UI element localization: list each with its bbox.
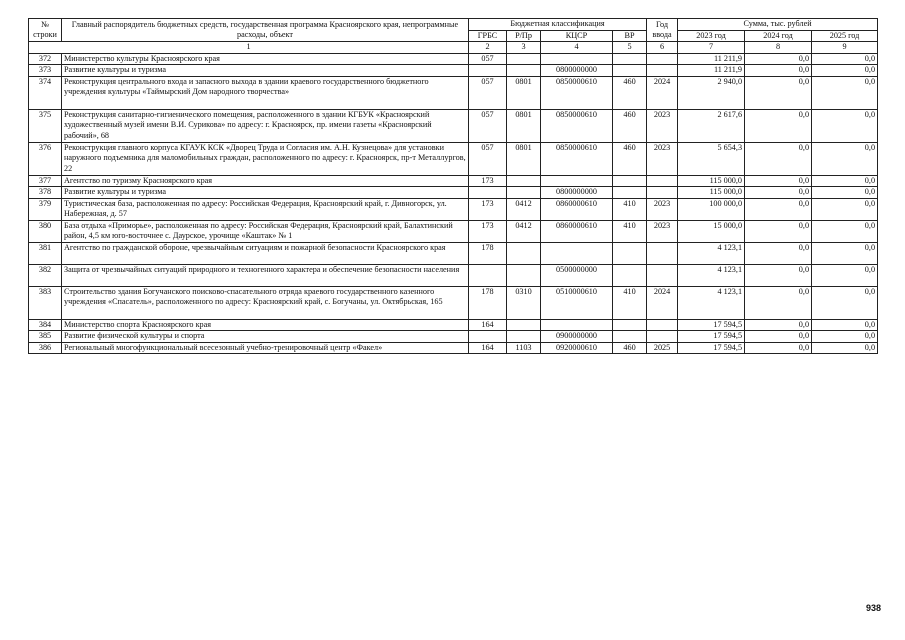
row-description-cell: Реконструкция санитарно-гигиенического помещения, расположенного в здании КГБУК «Красноярский художественный музей имени В.И. Сурикова» по адресу: г. Красноярск, пр. имени газеты «Красноярский рабочий», 68: [62, 109, 469, 142]
row-sum-2024-cell: 0,0: [745, 76, 812, 109]
table-row: [29, 242, 878, 264]
row-grbs-cell: 057: [469, 76, 507, 109]
row-description-cell: Министерство культуры Красноярского края: [62, 53, 469, 65]
row-sum-2023-cell: 115 000,0: [678, 187, 745, 199]
row-kcsr-cell: 0850000610: [541, 142, 613, 175]
row-kcsr-cell: [541, 242, 613, 264]
row-sum-2024-cell: 0,0: [745, 142, 812, 175]
row-sum-2023-cell: 4 123,1: [678, 286, 745, 319]
header-index-6: 6: [647, 42, 678, 54]
header-index-7: 7: [678, 42, 745, 54]
header-vr: ВР: [613, 30, 647, 42]
header-2025: 2025 год: [812, 30, 878, 42]
row-description-cell: Развитие физической культуры и спорта: [62, 331, 469, 343]
row-description-cell: Туристическая база, расположенная по адресу: Российская Федерация, Красноярский край, г. Дивногорск, ул. Набережная, д. 57: [62, 198, 469, 220]
table-row: [29, 65, 878, 77]
row-vr-cell: [613, 65, 647, 77]
row-kcsr-cell: [541, 175, 613, 187]
row-number-cell: 382: [29, 264, 62, 286]
row-sum-2024-cell: 0,0: [745, 264, 812, 286]
row-description-cell: Реконструкция главного корпуса КГАУК КСК «Дворец Труда и Согласия им. А.Н. Кузнецова» для установки наружного подъемника для маломобильных граждан, расположенного по адресу: г. Красноярск, пр-т Металлургов, 22: [62, 142, 469, 175]
row-sum-2025-cell: 0,0: [812, 187, 878, 199]
row-year-cell: 2023: [647, 220, 678, 242]
row-number-cell: 379: [29, 198, 62, 220]
row-grbs-cell: 164: [469, 342, 507, 354]
row-sum-2024-cell: 0,0: [745, 331, 812, 343]
row-sum-2024-cell: 0,0: [745, 53, 812, 65]
row-sum-2023-cell: 4 123,1: [678, 242, 745, 264]
row-number-cell: 373: [29, 65, 62, 77]
row-description-cell: Развитие культуры и туризма: [62, 65, 469, 77]
row-sum-2023-cell: 11 211,9: [678, 53, 745, 65]
row-sum-2023-cell: 5 654,3: [678, 142, 745, 175]
row-vr-cell: [613, 53, 647, 65]
header-index-1: 1: [29, 42, 469, 54]
row-grbs-cell: [469, 187, 507, 199]
row-year-cell: [647, 242, 678, 264]
row-rpr-cell: [507, 264, 541, 286]
row-vr-cell: [613, 264, 647, 286]
row-grbs-cell: 173: [469, 198, 507, 220]
header-index-row: [29, 42, 878, 54]
row-kcsr-cell: 0860000610: [541, 220, 613, 242]
row-sum-2025-cell: 0,0: [812, 220, 878, 242]
row-sum-2025-cell: 0,0: [812, 198, 878, 220]
row-grbs-cell: [469, 264, 507, 286]
row-sum-2023-cell: 11 211,9: [678, 65, 745, 77]
table-row: [29, 331, 878, 343]
row-sum-2023-cell: 115 000,0: [678, 175, 745, 187]
row-sum-2025-cell: 0,0: [812, 286, 878, 319]
row-rpr-cell: 0412: [507, 198, 541, 220]
row-year-cell: [647, 319, 678, 331]
row-year-cell: 2025: [647, 342, 678, 354]
row-sum-2025-cell: 0,0: [812, 242, 878, 264]
row-grbs-cell: 173: [469, 220, 507, 242]
row-year-cell: [647, 175, 678, 187]
row-number-cell: 384: [29, 319, 62, 331]
header-index-9: 9: [812, 42, 878, 54]
row-number-cell: 372: [29, 53, 62, 65]
table-row: [29, 264, 878, 286]
table-row: [29, 342, 878, 354]
row-vr-cell: 460: [613, 342, 647, 354]
row-year-cell: [647, 65, 678, 77]
row-sum-2023-cell: 2 617,6: [678, 109, 745, 142]
row-kcsr-cell: [541, 53, 613, 65]
row-number-cell: 378: [29, 187, 62, 199]
row-grbs-cell: [469, 65, 507, 77]
header-grbs: ГРБС: [469, 30, 507, 42]
row-number-cell: 381: [29, 242, 62, 264]
row-grbs-cell: [469, 331, 507, 343]
row-vr-cell: 410: [613, 286, 647, 319]
row-rpr-cell: 0412: [507, 220, 541, 242]
row-rpr-cell: [507, 65, 541, 77]
row-grbs-cell: 057: [469, 142, 507, 175]
row-vr-cell: 410: [613, 198, 647, 220]
header-kcsr: КЦСР: [541, 30, 613, 42]
header-index-3: 3: [507, 42, 541, 54]
header-desc: Главный распорядитель бюджетных средств, государственная программа Красноярского края, непрограммные расходы, объект: [62, 19, 469, 42]
header-row-1: [29, 19, 878, 31]
row-rpr-cell: 1103: [507, 342, 541, 354]
row-vr-cell: [613, 175, 647, 187]
row-rpr-cell: [507, 319, 541, 331]
row-description-cell: Агентство по гражданской обороне, чрезвычайным ситуациям и пожарной безопасности Красноярского края: [62, 242, 469, 264]
table-body: [29, 53, 878, 354]
row-grbs-cell: 178: [469, 242, 507, 264]
row-description-cell: Министерство спорта Красноярского края: [62, 319, 469, 331]
row-sum-2025-cell: 0,0: [812, 331, 878, 343]
row-vr-cell: 460: [613, 109, 647, 142]
row-sum-2024-cell: 0,0: [745, 286, 812, 319]
row-kcsr-cell: 0510000610: [541, 286, 613, 319]
row-sum-2023-cell: 4 123,1: [678, 264, 745, 286]
row-number-cell: 377: [29, 175, 62, 187]
row-kcsr-cell: 0850000610: [541, 76, 613, 109]
row-year-cell: 2024: [647, 286, 678, 319]
header-rpr: Р/Пр: [507, 30, 541, 42]
row-grbs-cell: 164: [469, 319, 507, 331]
row-sum-2024-cell: 0,0: [745, 198, 812, 220]
header-budget-class: Бюджетная классификация: [469, 19, 647, 31]
row-kcsr-cell: 0850000610: [541, 109, 613, 142]
row-sum-2024-cell: 0,0: [745, 342, 812, 354]
row-grbs-cell: 173: [469, 175, 507, 187]
row-description-cell: Реконструкция центрального входа и запасного выхода в здании краевого государственного бюджетного учреждения культуры «Таймырский Дом народного творчества»: [62, 76, 469, 109]
row-kcsr-cell: 0920000610: [541, 342, 613, 354]
row-year-cell: 2023: [647, 109, 678, 142]
row-sum-2023-cell: 2 940,0: [678, 76, 745, 109]
row-sum-2023-cell: 15 000,0: [678, 220, 745, 242]
row-sum-2025-cell: 0,0: [812, 264, 878, 286]
row-sum-2023-cell: 17 594,5: [678, 319, 745, 331]
row-number-cell: 385: [29, 331, 62, 343]
row-sum-2025-cell: 0,0: [812, 109, 878, 142]
row-sum-2025-cell: 0,0: [812, 175, 878, 187]
table-row: [29, 109, 878, 142]
row-description-cell: Строительство здания Богучанского поисково-спасательного отряда краевого государственного казенного учреждения «Спасатель», расположенного по адресу: Красноярский край, с. Богучаны, ул. Октябрьская, 165: [62, 286, 469, 319]
row-sum-2024-cell: 0,0: [745, 187, 812, 199]
row-sum-2024-cell: 0,0: [745, 175, 812, 187]
table-row: [29, 187, 878, 199]
row-grbs-cell: 057: [469, 109, 507, 142]
table-row: [29, 286, 878, 319]
row-rpr-cell: 0801: [507, 109, 541, 142]
row-kcsr-cell: [541, 319, 613, 331]
row-vr-cell: [613, 319, 647, 331]
row-number-cell: 383: [29, 286, 62, 319]
row-year-cell: 2024: [647, 76, 678, 109]
header-2024: 2024 год: [745, 30, 812, 42]
row-sum-2025-cell: 0,0: [812, 53, 878, 65]
row-vr-cell: 410: [613, 220, 647, 242]
row-sum-2024-cell: 0,0: [745, 319, 812, 331]
header-sum: Сумма, тыс. рублей: [678, 19, 878, 31]
row-rpr-cell: 0801: [507, 76, 541, 109]
row-rpr-cell: [507, 331, 541, 343]
row-sum-2025-cell: 0,0: [812, 76, 878, 109]
table-row: [29, 53, 878, 65]
header-index-5: 5: [613, 42, 647, 54]
row-grbs-cell: 178: [469, 286, 507, 319]
header-2023: 2023 год: [678, 30, 745, 42]
row-sum-2025-cell: 0,0: [812, 142, 878, 175]
row-sum-2024-cell: 0,0: [745, 242, 812, 264]
row-rpr-cell: 0801: [507, 142, 541, 175]
row-year-cell: [647, 187, 678, 199]
row-sum-2023-cell: 17 594,5: [678, 342, 745, 354]
row-kcsr-cell: 0500000000: [541, 264, 613, 286]
row-vr-cell: 460: [613, 76, 647, 109]
header-index-2: 2: [469, 42, 507, 54]
row-vr-cell: 460: [613, 142, 647, 175]
row-year-cell: 2023: [647, 142, 678, 175]
page-number: 938: [865, 603, 881, 613]
row-sum-2024-cell: 0,0: [745, 109, 812, 142]
row-rpr-cell: [507, 187, 541, 199]
row-description-cell: Агентство по туризму Красноярского края: [62, 175, 469, 187]
row-sum-2023-cell: 17 594,5: [678, 331, 745, 343]
row-year-cell: [647, 264, 678, 286]
row-sum-2025-cell: 0,0: [812, 65, 878, 77]
table-row: [29, 198, 878, 220]
row-sum-2024-cell: 0,0: [745, 220, 812, 242]
row-kcsr-cell: 0900000000: [541, 331, 613, 343]
budget-table: [28, 18, 878, 354]
row-number-cell: 376: [29, 142, 62, 175]
row-sum-2023-cell: 100 000,0: [678, 198, 745, 220]
table-row: [29, 142, 878, 175]
row-year-cell: [647, 331, 678, 343]
row-rpr-cell: [507, 53, 541, 65]
row-number-cell: 375: [29, 109, 62, 142]
row-vr-cell: [613, 331, 647, 343]
row-vr-cell: [613, 242, 647, 264]
row-grbs-cell: 057: [469, 53, 507, 65]
row-description-cell: Развитие культуры и туризма: [62, 187, 469, 199]
table-row: [29, 220, 878, 242]
row-kcsr-cell: 0860000610: [541, 198, 613, 220]
row-sum-2025-cell: 0,0: [812, 319, 878, 331]
row-vr-cell: [613, 187, 647, 199]
row-number-cell: 380: [29, 220, 62, 242]
header-index-4: 4: [541, 42, 613, 54]
row-description-cell: Защита от чрезвычайных ситуаций природного и техногенного характера и обеспечение безопасности населения: [62, 264, 469, 286]
row-rpr-cell: [507, 175, 541, 187]
header-no: № строки: [29, 19, 62, 42]
table-row: [29, 319, 878, 331]
row-description-cell: Региональный многофункциональный всесезонный учебно-тренировочный центр «Факел»: [62, 342, 469, 354]
row-rpr-cell: [507, 242, 541, 264]
row-sum-2024-cell: 0,0: [745, 65, 812, 77]
table-row: [29, 175, 878, 187]
row-kcsr-cell: 0800000000: [541, 187, 613, 199]
row-sum-2025-cell: 0,0: [812, 342, 878, 354]
row-year-cell: [647, 53, 678, 65]
row-description-cell: База отдыха «Приморье», расположенная по адресу: Российская Федерация, Красноярский край, Балахтинский район, 4,5 км юго-восточнее с. Даурское, урочище «Каштак» № 1: [62, 220, 469, 242]
row-rpr-cell: 0310: [507, 286, 541, 319]
row-year-cell: 2023: [647, 198, 678, 220]
row-kcsr-cell: 0800000000: [541, 65, 613, 77]
table-row: [29, 76, 878, 109]
row-number-cell: 386: [29, 342, 62, 354]
header-year-intro: Год ввода: [647, 19, 678, 42]
header-index-8: 8: [745, 42, 812, 54]
row-number-cell: 374: [29, 76, 62, 109]
